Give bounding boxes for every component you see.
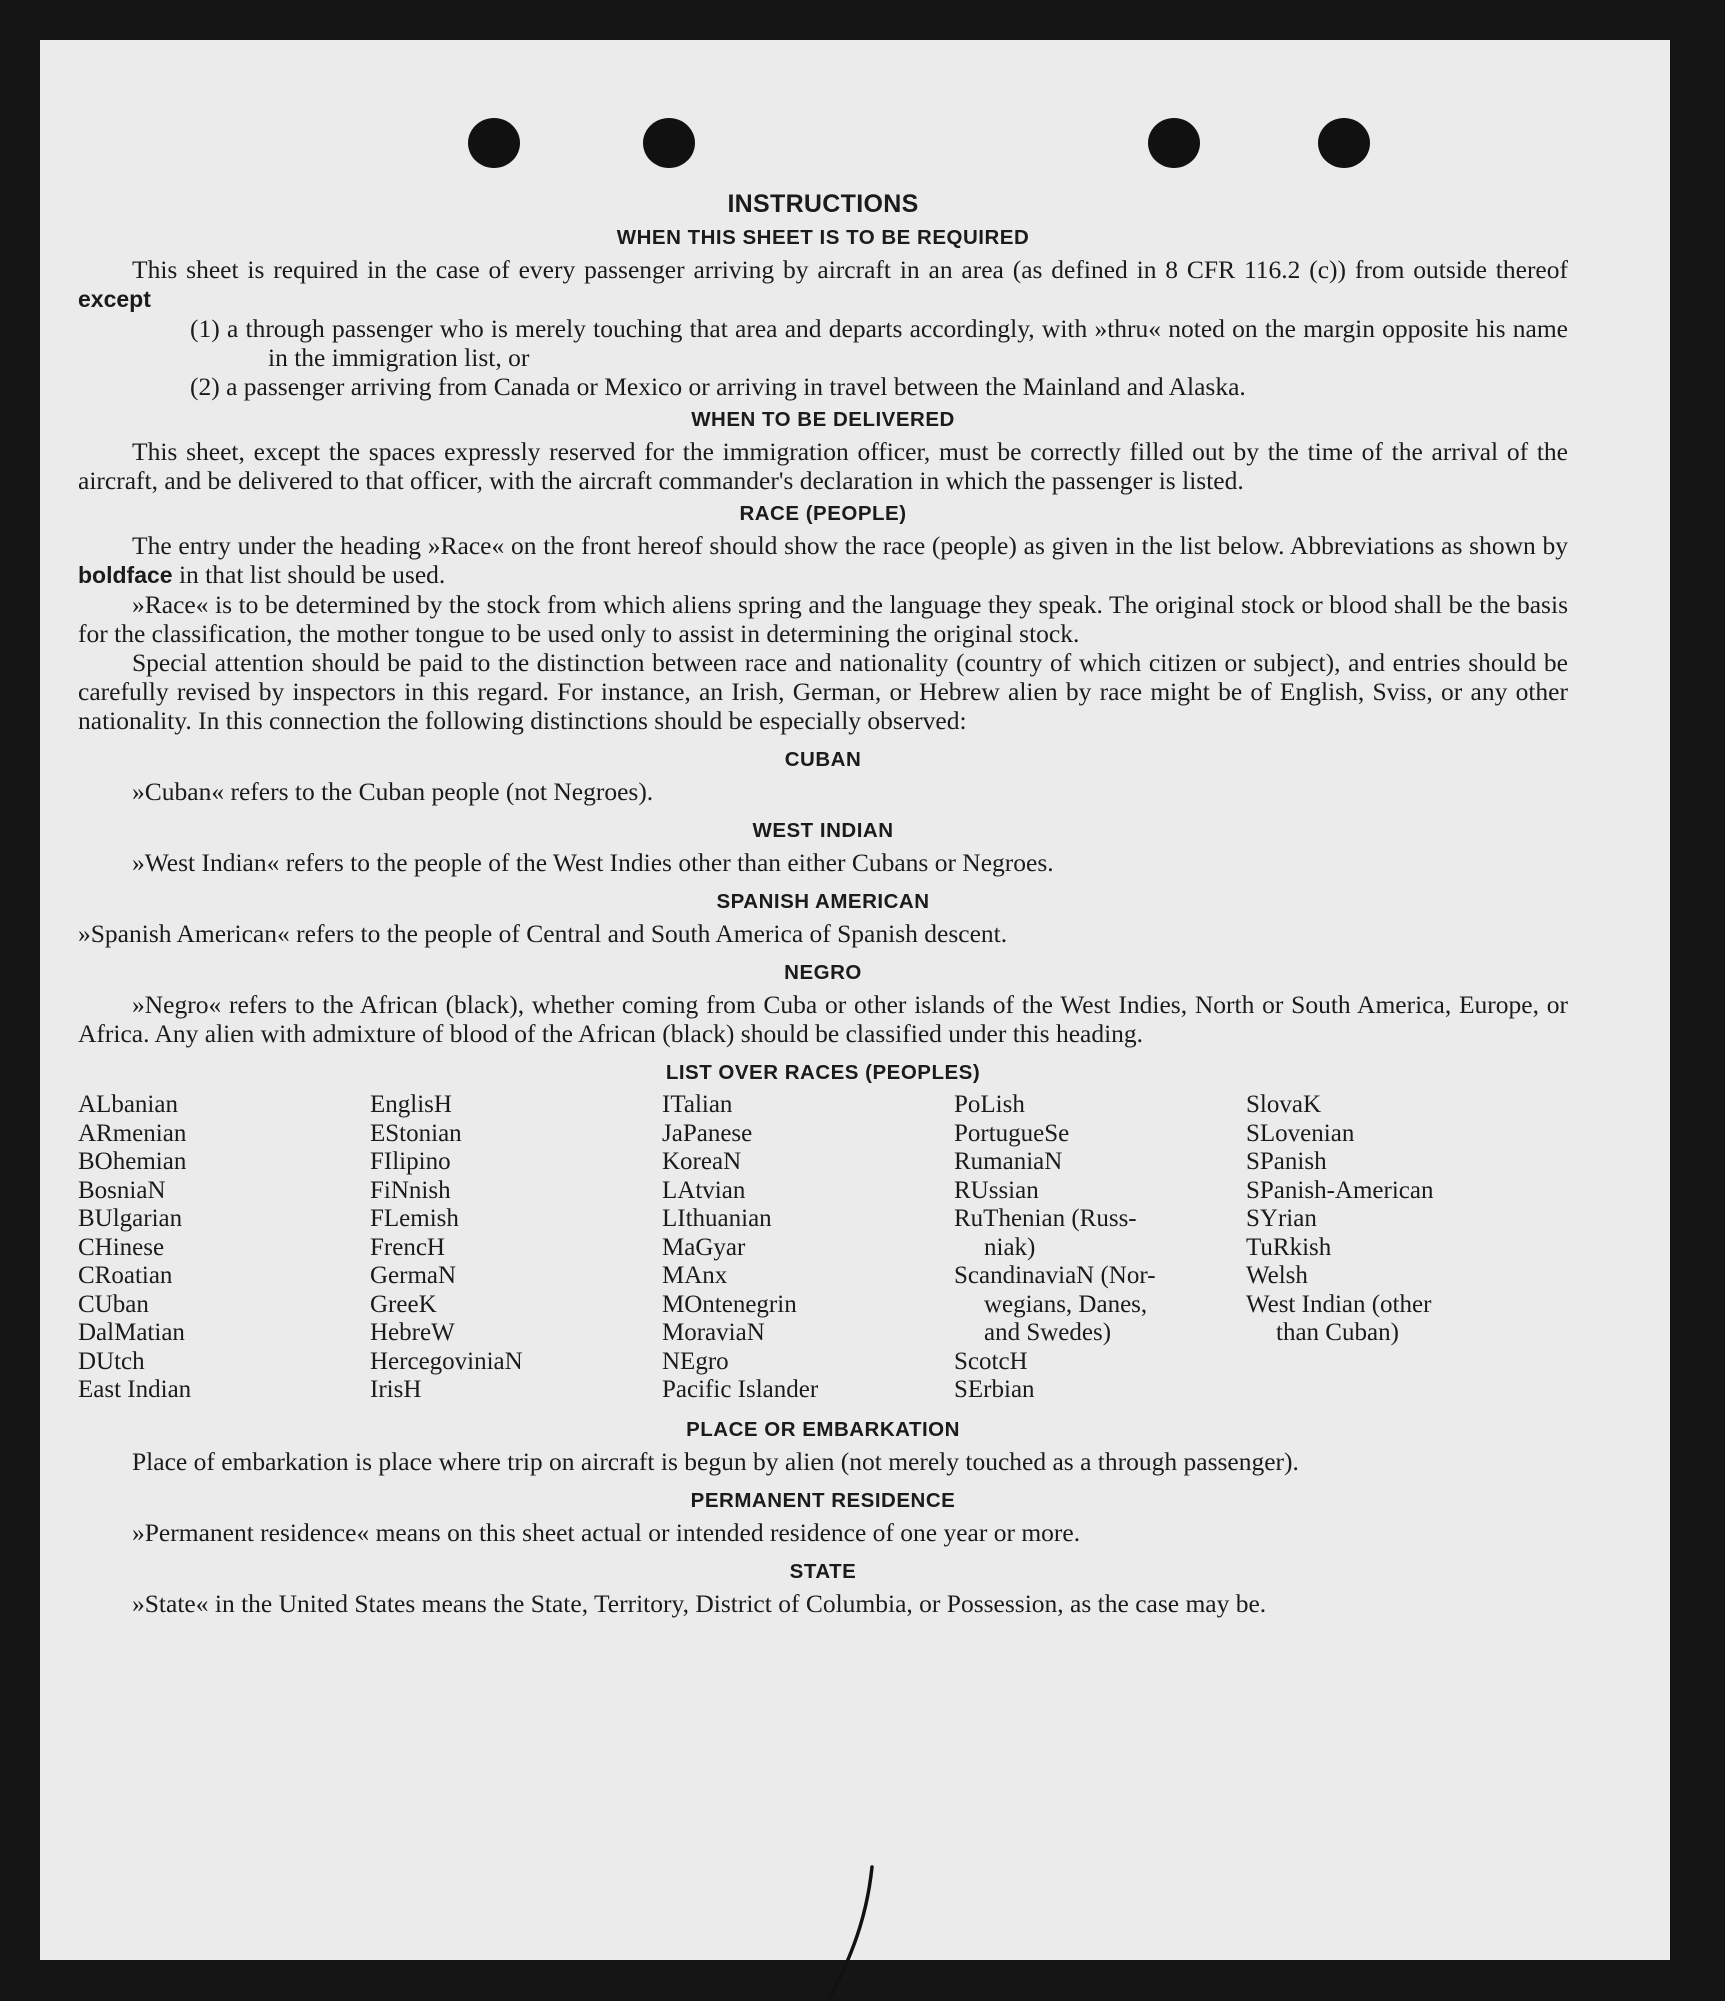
delivered-text: This sheet, except the spaces expressly reserved for the immigration officer, must be correctly filled out by the time of the arrival of the aircraft, and be delivered to that officer, with the aircraft commander's declaration in which the passenger is listed. [78, 437, 1568, 495]
state-text: »State« in the United States means the State, Territory, District of Columbia, or Possession, as the case may be. [132, 1588, 1267, 1618]
heading-embarkation: PLACE OR EMBARKATION [686, 1417, 960, 1441]
race-item: SYrian [1246, 1205, 1317, 1232]
race-item: MoraviaN [662, 1319, 765, 1346]
race-item: MaGyar [662, 1233, 746, 1261]
race-item: FIlipino [370, 1148, 451, 1175]
cuban-text: »Cuban« refers to the Cuban people (not Negroes). [132, 777, 654, 806]
race-item: SPanish-American [1246, 1176, 1434, 1204]
races-column-2 [370, 1091, 662, 1405]
race-item: CRoatian [78, 1262, 173, 1289]
heading-cuban: CUBAN [784, 748, 862, 771]
race-item: DUtch [78, 1347, 145, 1375]
race-item: EStonian [370, 1119, 462, 1147]
race-item: ScotcH [954, 1347, 1028, 1375]
race-item: ITalian [662, 1091, 733, 1118]
punch-hole [1318, 118, 1370, 168]
heading-permanent-residence: PERMANENT RESIDENCE [690, 1488, 956, 1512]
race-item: LIthuanian [662, 1205, 772, 1232]
race-item: HercegoviniaN [370, 1347, 523, 1375]
punch-hole [643, 118, 695, 168]
race-item: RumaniaN [954, 1148, 1063, 1175]
required-item-1: (1) a through passenger who is merely touching that area and departs accordingly, with »thru« noted on the margin opposite his name in the immigration list, or [190, 314, 1568, 372]
race-item: PortugueSe [954, 1119, 1070, 1147]
punch-hole [1148, 118, 1200, 168]
race-item: ALbanian [78, 1091, 178, 1118]
punch-hole [468, 118, 520, 168]
race-item: BOhemian [78, 1148, 187, 1175]
heading-race: RACE (PEOPLE) [739, 502, 907, 525]
required-intro: This sheet is required in the case of every passenger arriving by aircraft in an area (as defined in 8 CFR 116.2 (c)) from outside thereof except [78, 255, 1568, 312]
races-column-4 [954, 1091, 1246, 1405]
race-item: TuRkish [1246, 1233, 1332, 1261]
race-item: Welsh [1246, 1262, 1308, 1289]
race-item: BUlgarian [78, 1205, 183, 1232]
race-item-continuation: than Cuban) [1276, 1319, 1399, 1346]
race-item: FrencH [370, 1233, 445, 1261]
race-item: East Indian [78, 1376, 192, 1403]
negro-text: »Negro« refers to the African (black), whether coming from Cuba or other islands of the West Indies, North or South America, Europe, or Africa. Any alien with admixture of blood of the African (black) should be classified under this heading. [78, 990, 1568, 1048]
race-item: SLovenian [1246, 1119, 1355, 1147]
race-item: MAnx [662, 1262, 728, 1289]
heading-delivered: WHEN TO BE DELIVERED [691, 408, 955, 431]
race-item-continuation: and Swedes) [984, 1319, 1112, 1346]
heading-required: WHEN THIS SHEET IS TO BE REQUIRED [616, 226, 1030, 249]
race-paragraph-1: The entry under the heading »Race« on the front hereof should show the race (people) as given in the list below. Abbreviations as shown by boldface in that list should be used. [78, 531, 1568, 589]
race-item: MOntenegrin [662, 1290, 797, 1318]
race-paragraph-3: Special attention should be paid to the distinction between race and nationality (country of which citizen or subject), and entries should be carefully revised by inspectors in this regard. For instance, an Irish, German, or Hebrew alien by race might be of English, Sviss, or any other nationality. In this connection the following distinctions should be especially observed: [78, 648, 1568, 735]
race-item: NEgro [662, 1347, 729, 1375]
race-item: West Indian (other [1246, 1290, 1432, 1318]
race-item: KoreaN [662, 1148, 742, 1175]
race-item: GreeK [370, 1290, 437, 1318]
race-item: DalMatian [78, 1319, 185, 1346]
heading-state: STATE [789, 1559, 857, 1583]
race-paragraph-2: »Race« is to be determined by the stock from which aliens spring and the language they speak. The original stock or blood shall be the basis for the classification, the mother tongue to be used only to assist in determining the original stock. [78, 590, 1568, 648]
race-item: PoLish [954, 1091, 1025, 1118]
document-page [40, 40, 1670, 1960]
race-item-continuation: niak) [984, 1233, 1036, 1261]
race-item: FiNnish [370, 1176, 451, 1204]
race-item: IrisH [370, 1376, 422, 1403]
race-item: JaPanese [662, 1119, 753, 1147]
race-item: GermaN [370, 1262, 457, 1289]
race-item: CHinese [78, 1233, 165, 1261]
race-item: ScandinaviaN (Nor- [954, 1262, 1156, 1289]
race-item: RuThenian (Russ- [954, 1205, 1137, 1232]
races-column-5 [1246, 1091, 1538, 1405]
races-list [78, 1091, 1568, 1405]
race-item: CUban [78, 1290, 149, 1318]
spanish-american-text: »Spanish American« refers to the people of Central and South America of Spanish descent. [78, 919, 1008, 948]
west-indian-text: »West Indian« refers to the people of the West Indies other than either Cubans or Negroes. [132, 848, 1054, 877]
races-column-1 [78, 1091, 370, 1405]
required-item-2: (2) a passenger arriving from Canada or Mexico or arriving in travel between the Mainland and Alaska. [190, 372, 1246, 401]
heading-negro: NEGRO [784, 961, 862, 984]
races-column-3 [662, 1091, 954, 1405]
race-item: HebreW [370, 1319, 455, 1346]
embarkation-text: Place of embarkation is place where trip on aircraft is begun by alien (not merely touched as a through passenger). [132, 1446, 1299, 1476]
race-item: Pacific Islander [662, 1376, 819, 1403]
race-item: ARmenian [78, 1119, 187, 1147]
heading-races-list: LIST OVER RACES (PEOPLES) [665, 1061, 981, 1084]
race-item: EnglisH [370, 1091, 452, 1118]
race-item: SPanish [1246, 1148, 1327, 1175]
race-item: SErbian [954, 1376, 1035, 1403]
permanent-residence-text: »Permanent residence« means on this sheet actual or intended residence of one year or more. [132, 1517, 1081, 1547]
race-item: LAtvian [662, 1176, 746, 1204]
pen-mark [820, 1865, 880, 2000]
race-item-continuation: wegians, Danes, [984, 1290, 1148, 1318]
instructions-content [78, 190, 1568, 1618]
race-item: SlovaK [1246, 1091, 1321, 1118]
page-title: INSTRUCTIONS [727, 190, 919, 218]
heading-spanish-american: SPANISH AMERICAN [716, 890, 930, 913]
race-item: FLemish [370, 1205, 459, 1232]
heading-west-indian: WEST INDIAN [752, 819, 894, 842]
race-item: BosniaN [78, 1176, 166, 1204]
race-item: RUssian [954, 1176, 1039, 1204]
